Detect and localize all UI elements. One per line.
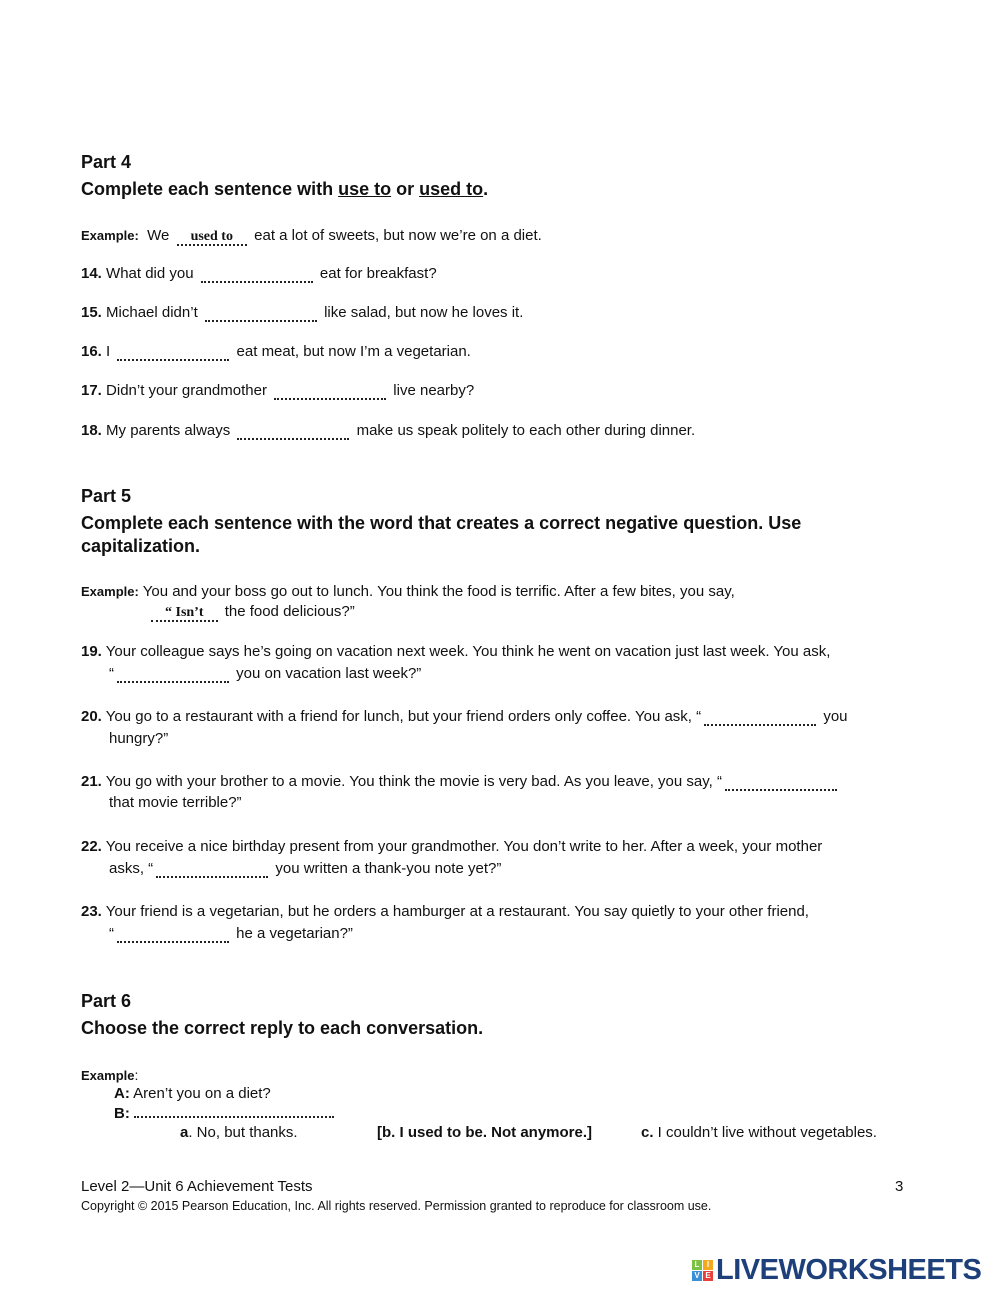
part5-example-line2: “ Isn’t the food delicious?” — [148, 603, 355, 622]
answer-17-input[interactable] — [274, 384, 386, 400]
answer-16-input[interactable] — [117, 345, 229, 361]
answer-18-input[interactable] — [237, 424, 349, 440]
part5-instructions-2: capitalization. — [81, 536, 201, 556]
part4-instructions: Complete each sentence with use to or used to. — [81, 179, 489, 199]
example-answer: “ Isn’t — [151, 606, 218, 622]
question-21: 21. You go with your brother to a movie. You think the movie is very bad. As you leave, you say, “ — [81, 773, 840, 791]
question-22-line2: asks, “ you written a thank-you note yet?” — [109, 860, 502, 877]
question-14: 14. What did you eat for breakfast? — [81, 265, 437, 282]
answer-23-input[interactable] — [117, 927, 229, 943]
option-a: a. No, but thanks. — [180, 1124, 298, 1141]
part4-title: Part 4 — [81, 152, 132, 172]
question-20-line2: hungry?” — [109, 730, 169, 747]
part6-instructions: Choose the correct reply to each conversation. — [81, 1018, 484, 1038]
example-answer: used to — [177, 230, 247, 246]
question-19: 19. Your colleague says he’s going on vacation next week. You think he went on vacation just last week. You ask, — [81, 643, 831, 660]
question-22: 22. You receive a nice birthday present from your grandmother. You don’t write to her. After a week, your mother — [81, 838, 823, 855]
answer-21-input[interactable] — [725, 775, 837, 791]
answer-15-input[interactable] — [205, 306, 317, 322]
answer-19-input[interactable] — [117, 667, 229, 683]
part6-example-label: Example: — [81, 1067, 139, 1083]
question-21-line2: that movie terrible?” — [109, 794, 242, 811]
answer-22-input[interactable] — [156, 862, 268, 878]
option-b: [b. I used to be. Not anymore.] — [377, 1124, 593, 1141]
question-18: 18. My parents always make us speak politely to each other during dinner. — [81, 422, 696, 439]
copyright: Copyright © 2015 Pearson Education, Inc. All rights reserved. Permission granted to reproduce for classroom use. — [81, 1199, 712, 1213]
part6-example-b: B: — [114, 1104, 334, 1123]
part6-example-a: A: Aren’t you on a diet? — [114, 1085, 271, 1102]
question-23: 23. Your friend is a vegetarian, but he orders a hamburger at a restaurant. You say quietly to your other friend, — [81, 903, 809, 920]
question-19-line2: “ you on vacation last week?” — [109, 665, 422, 682]
part4-example: Example: We used to eat a lot of sweets, but now we’re on a diet. — [81, 227, 542, 244]
part6-title: Part 6 — [81, 991, 132, 1011]
logo-cubes-icon: L I V E — [692, 1260, 713, 1281]
liveworksheets-logo — [692, 1254, 981, 1287]
answer-14-input[interactable] — [201, 267, 313, 283]
logo-text: LIVEWORKSHEETS — [716, 1254, 982, 1286]
answer-20-input[interactable] — [704, 710, 816, 726]
page-number: 3 — [895, 1178, 904, 1195]
question-23-line2: “ he a vegetarian?” — [109, 925, 353, 942]
part5-title: Part 5 — [81, 486, 132, 506]
question-16: 16. I eat meat, but now I’m a vegetarian. — [81, 343, 471, 360]
question-17: 17. Didn’t your grandmother live nearby? — [81, 382, 475, 399]
footer-title: Level 2—Unit 6 Achievement Tests — [81, 1178, 313, 1195]
question-15: 15. Michael didn’t like salad, but now he loves it. — [81, 304, 524, 321]
question-20: 20. You go to a restaurant with a friend for lunch, but your friend orders only coffee. You ask, “ you — [81, 708, 848, 725]
part5-example: Example: You and your boss go out to lunch. You think the food is terrific. After a few bites, you say, — [81, 583, 735, 600]
part5-instructions-1: Complete each sentence with the word that creates a correct negative question. Use — [81, 513, 802, 533]
option-c: c. I couldn’t live without vegetables. — [641, 1124, 877, 1141]
